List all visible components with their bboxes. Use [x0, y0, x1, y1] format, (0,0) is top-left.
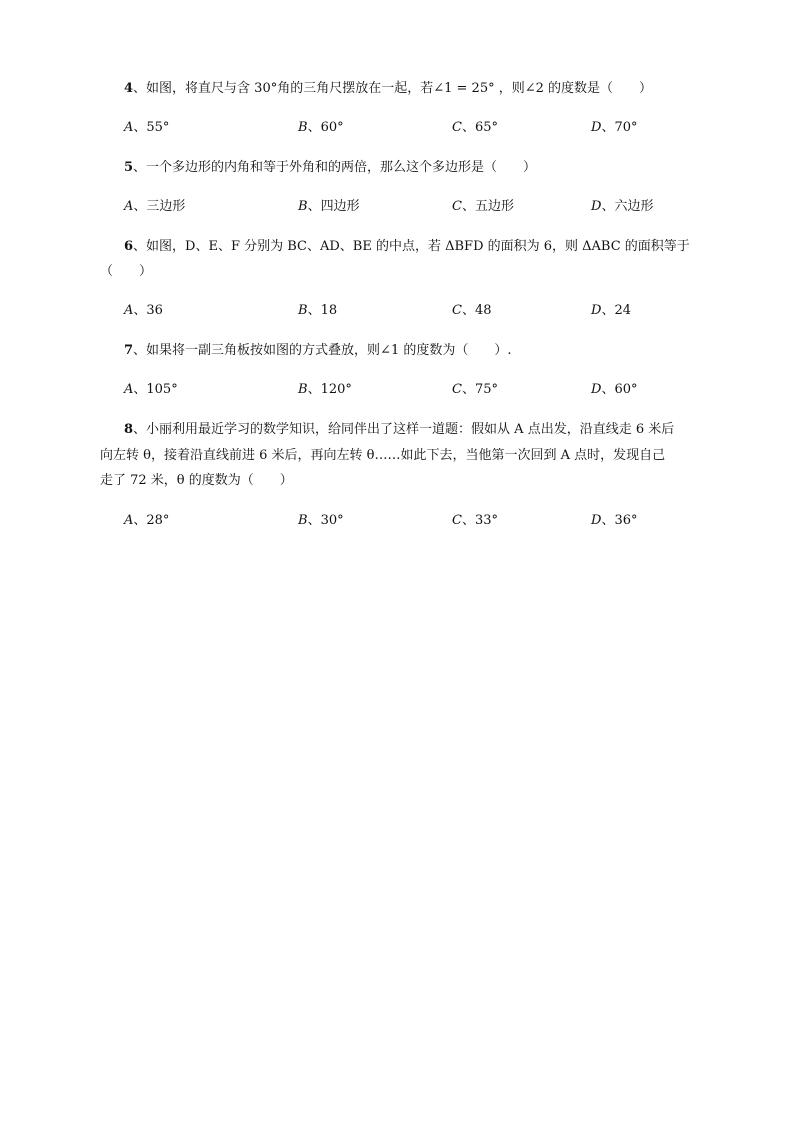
option-a[interactable]: A、三边形: [124, 199, 186, 214]
option-c[interactable]: C、48: [452, 303, 492, 318]
question-number: 6: [124, 239, 134, 254]
option-b[interactable]: B、四边形: [298, 199, 360, 214]
question-text: 、一个多边形的内角和等于外角和的两倍，那么这个多边形是（ ）: [133, 160, 537, 175]
option-b[interactable]: B、60°: [298, 120, 344, 135]
option-d[interactable]: D、六边形: [591, 199, 654, 214]
question-number: 8: [124, 422, 134, 437]
question-5-stem: [124, 159, 704, 177]
question-text: 走了 72 米，θ 的度数为（ ）: [100, 473, 293, 488]
option-d[interactable]: D、24: [591, 303, 631, 318]
option-c[interactable]: C、五边形: [452, 199, 514, 214]
option-a[interactable]: A、105°: [124, 382, 178, 397]
option-a[interactable]: A、28°: [124, 513, 170, 528]
question-6-stem: [124, 238, 704, 256]
question-number: 7: [124, 343, 134, 358]
question-8-stem-continued: [100, 472, 680, 490]
question-7-options: [124, 381, 684, 399]
option-a[interactable]: A、55°: [124, 120, 170, 135]
option-d[interactable]: D、70°: [591, 120, 638, 135]
question-4-stem: [124, 80, 704, 98]
question-5-options: [124, 198, 684, 216]
option-c[interactable]: C、33°: [452, 513, 498, 528]
question-text: 、如果将一副三角板按如图的方式叠放，则∠1 的度数为（ ）.: [133, 343, 512, 358]
question-6-options: [124, 302, 684, 320]
question-text: 、如图，将直尺与含 30°角的三角尺摆放在一起，若∠1 = 25° ，则∠2 的度数是（ ）: [133, 81, 653, 96]
question-8-stem-continued: [100, 447, 680, 465]
question-4-options: [124, 119, 684, 137]
question-7-stem: [124, 342, 704, 360]
option-d[interactable]: D、60°: [591, 382, 638, 397]
question-number: 5: [124, 160, 134, 175]
option-d[interactable]: D、36°: [591, 513, 638, 528]
question-text: 向左转 θ，接着沿直线前进 6 米后，再向左转 θ……如此下去，当他第一次回到 A 点时，发现自己: [100, 448, 666, 463]
question-text: 、如图，D、E、F 分别为 BC、AD、BE 的中点，若 ΔBFD 的面积为 6，则 ΔABC 的面积等于: [133, 239, 690, 254]
option-b[interactable]: B、30°: [298, 513, 344, 528]
option-b[interactable]: B、18: [298, 303, 338, 318]
question-6-stem-continued: [100, 263, 680, 281]
option-c[interactable]: C、75°: [452, 382, 498, 397]
question-text: （ ）: [100, 264, 153, 279]
question-text: 、小丽利用最近学习的数学知识，给同伴出了这样一道题：假如从 A 点出发，沿直线走 6 米后: [133, 422, 675, 437]
option-b[interactable]: B、120°: [298, 382, 352, 397]
question-8-stem: [124, 421, 704, 439]
option-a[interactable]: A、36: [124, 303, 163, 318]
question-8-options: [124, 512, 684, 530]
option-c[interactable]: C、65°: [452, 120, 498, 135]
question-number: 4: [124, 81, 134, 96]
